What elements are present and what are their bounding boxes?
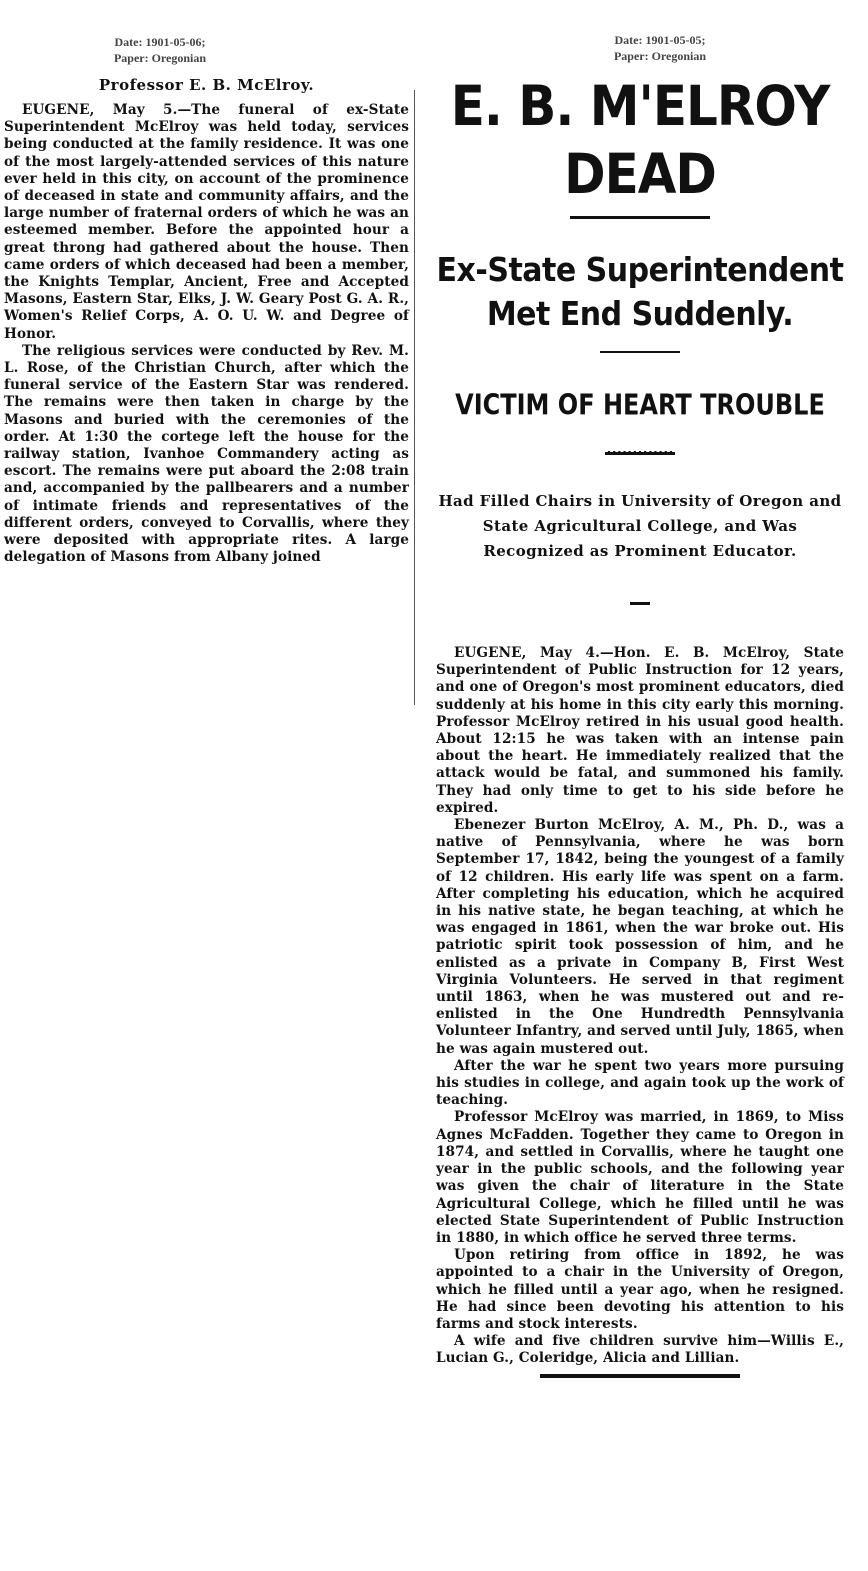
deck-rule-dashed bbox=[605, 451, 675, 455]
end-rule bbox=[540, 1374, 740, 1378]
deck-two: VICTIM OF HEART TROUBLE bbox=[455, 388, 825, 422]
left-clipping-meta bbox=[60, 34, 260, 66]
body-rule bbox=[630, 602, 650, 605]
deck-rule bbox=[600, 351, 680, 353]
right-paragraph-5: Upon retiring from office in 1892, he was appointed to a chair in the University of Oregon, which he filled until a year ago, when he resigned. He had since been devoting his attention to his farms and stock interests. bbox=[436, 1247, 844, 1332]
right-paper-label: Paper: Oregonian bbox=[613, 49, 707, 63]
right-paragraph-2: Ebenezer Burton McElroy, A. M., Ph. D., was a native of Pennsylvania, where he was born September 17, 1842, being the youngest of a family of 12 children. His early life was spent on a farm. After completing his education, which he acquired in his native state, he began teaching, at which he was engaged in 1861, when the war broke out. His patriotic spirit took possession of him, and he enlisted as a private in Company B, First West Virginia Volunteers. He served in that regiment until 1863, when he was mustered out and re-enlisted in the One Hundredth Pennsylvania Volunteer Infantry, and served until July, 1865, when he was again mustered out. bbox=[436, 817, 844, 1057]
left-paper-label: Paper: Oregonian bbox=[113, 51, 207, 65]
right-paragraph-1: EUGENE, May 4.—Hon. E. B. McElroy, State Superintendent of Public Instruction for 12 years, and one of Oregon's most prominent educators, died suddenly at his home in this city early this morning. Professor McElroy retired in his usual good health. About 12:15 he was taken with an intense pain about the heart. He immediately realized that the attack would be fatal, and summoned his family. They had only time to get to his side before he expired. bbox=[436, 645, 844, 816]
right-paragraph-3: After the war he spent two years more pursuing his studies in college, and again took up the work of teaching. bbox=[436, 1057, 844, 1109]
main-headline: E. B. M'ELROY DEAD bbox=[450, 74, 830, 207]
right-date-label: Date: 1901-05-05; bbox=[614, 33, 706, 47]
left-article-heading: Professor E. B. McElroy. bbox=[98, 76, 315, 94]
right-article bbox=[436, 60, 844, 1378]
deck-one: Ex-State Superintendent Met End Suddenly. bbox=[436, 251, 844, 334]
left-date-label: Date: 1901-05-06; bbox=[114, 35, 206, 49]
left-article bbox=[4, 76, 409, 566]
deck-three: Had Filled Chairs in University of Oregon and State Agricultural College, and Was Recognized as Prominent Educator. bbox=[438, 492, 842, 560]
headline-rule bbox=[570, 216, 710, 219]
left-paragraph-1: EUGENE, May 5.—The funeral of ex-State Superintendent McElroy was held today, services being conducted at the family residence. It was one of the most largely-attended services of this nature ever held in this city, on account of the prominence of deceased in state and community affairs, and the large number of fraternal orders of which he was an esteemed member. Before the appointed hour a great throng had gathered about the house. Then came orders of which deceased had been a member, the Knights Templar, Ancient, Free and Accepted Masons, Eastern Star, Elks, J. W. Geary Post G. A. R., Women's Relief Corps, A. O. U. W. and Degree of Honor. bbox=[4, 102, 409, 342]
right-paragraph-6: A wife and five children survive him—Willis E., Lucian G., Coleridge, Alicia and Lillian. bbox=[436, 1333, 844, 1367]
left-paragraph-2: The religious services were conducted by Rev. M. L. Rose, of the Christian Church, after which the funeral service of the Eastern Star was rendered. The remains were then taken in charge by the Masons and buried with the ceremonies of the order. At 1:30 the cortege left the house for the railway station, Ivanhoe Commandery acting as escort. The remains were put aboard the 2:08 train and, accompanied by the pallbearers and a number of intimate friends and representatives of the different orders, conveyed to Corvallis, where they were deposited with appropriate rites. A large delegation of Masons from Albany joined bbox=[4, 342, 409, 566]
column-divider bbox=[414, 90, 415, 705]
right-paragraph-4: Professor McElroy was married, in 1869, to Miss Agnes McFadden. Together they came to Oregon in 1874, and settled in Corvallis, where he taught one year in the public schools, and the following year was given the chair of literature in the State Agricultural College, which he filled until he was elected State Superintendent of Public Instruction in 1880, in which office he served three terms. bbox=[436, 1109, 844, 1246]
